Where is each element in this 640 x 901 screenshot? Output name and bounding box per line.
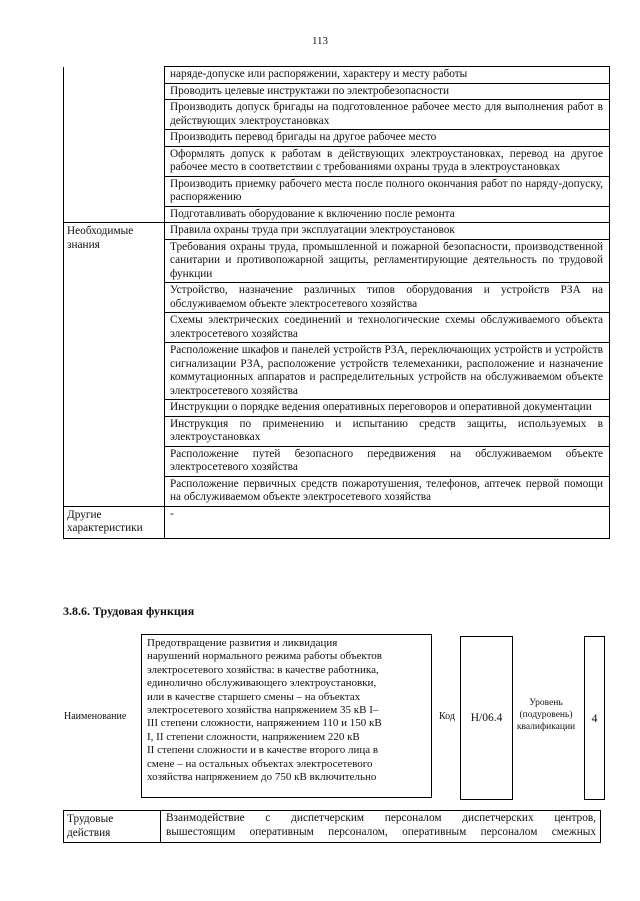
name-label: Наименование bbox=[64, 711, 127, 722]
table-cell: Правила охраны труда при эксплуатации электроустановок bbox=[165, 223, 610, 240]
section-title: 3.8.6. Трудовая функция bbox=[63, 604, 195, 618]
function-name-line: смене – на остальных объектах электросетевого bbox=[147, 757, 373, 770]
competency-table bbox=[63, 66, 610, 539]
code-value-box bbox=[460, 636, 513, 800]
function-name-line: или в качестве старшего смены – на объектах bbox=[147, 690, 361, 703]
table-row bbox=[64, 811, 601, 843]
table-row bbox=[64, 67, 610, 84]
table-cell: Взаимодействие с диспетчерским персоналом диспетчерских центров, вышестоящим оперативным персоналом, оперативным персоналом смежных bbox=[161, 811, 601, 843]
table-row bbox=[64, 100, 610, 130]
table-row bbox=[64, 176, 610, 206]
table-cell: наряде-допуске или распоряжении, характеру и месту работы bbox=[165, 67, 610, 84]
qualification-level-label: Уровень (подуровень) квалификации bbox=[516, 698, 576, 732]
function-name-line: III степени сложности, напряжением 110 и 150 кВ bbox=[147, 717, 382, 730]
table-cell: Производить перевод бригады на другое рабочее место bbox=[165, 130, 610, 147]
function-name-line: хозяйства напряжением до 750 кВ включительно bbox=[147, 771, 377, 784]
knowledge-label: Необходимые знания bbox=[64, 223, 165, 507]
table-row bbox=[64, 223, 610, 240]
table-row bbox=[64, 506, 610, 538]
other-characteristics-value: - bbox=[165, 506, 610, 538]
table-row bbox=[64, 146, 610, 176]
table-row bbox=[64, 206, 610, 223]
qualification-level-value: 4 bbox=[591, 710, 598, 725]
function-name-line: II степени сложности и в качестве второго лица в bbox=[147, 744, 379, 757]
function-name-line: электросетевого хозяйства: в качестве работника, bbox=[147, 663, 379, 676]
function-name-line: нарушений нормального режима работы объектов bbox=[147, 650, 382, 663]
table-cell: Подготавливать оборудование к включению после ремонта bbox=[165, 206, 610, 223]
page-number: 113 bbox=[311, 35, 329, 47]
qualification-level-box bbox=[584, 636, 605, 800]
table-cell: Производить допуск бригады на подготовленное рабочее место для выполнения работ в действующих электроустановках bbox=[165, 100, 610, 130]
table-cell: Устройство, назначение различных типов оборудования и устройств РЗА на обслуживаемом объекте электросетевого хозяйства bbox=[165, 283, 610, 313]
table-cell: Расположение первичных средств пожаротушения, телефонов, аптечек первой помощи на обслуживаемом объекте электросетевого хозяйства bbox=[165, 476, 610, 506]
table-cell: Схемы электрических соединений и технологические схемы обслуживаемого объекта электросетевого хозяйства bbox=[165, 313, 610, 343]
table-row bbox=[64, 130, 610, 147]
table-cell: Производить приемку рабочего места после полного окончания работ по наряду-допуску, распоряжению bbox=[165, 176, 610, 206]
function-name-line: единолично обслуживающего электроустановки, bbox=[147, 677, 377, 690]
table-cell: Требования охраны труда, промышленной и пожарной безопасности, производственной санитарии и противопожарной защиты, регламентирующие деятельность по трудовой функции bbox=[165, 239, 610, 283]
code-label: Код bbox=[439, 711, 455, 722]
code-value: H/06.4 bbox=[470, 712, 503, 724]
other-characteristics-label: Другие характеристики bbox=[64, 506, 165, 538]
table-cell: Проводить целевые инструктажи по электробезопасности bbox=[165, 83, 610, 100]
table-cell: Инструкция по применению и испытанию средств защиты, используемых в электроустановках bbox=[165, 416, 610, 446]
labor-actions-label: Трудовые действия bbox=[64, 811, 161, 843]
function-name-box bbox=[141, 634, 432, 798]
function-name-line: I, II степени сложности, напряжением 220 кВ bbox=[147, 730, 360, 743]
function-name-line: Предотвращение развития и ликвидация bbox=[147, 637, 338, 649]
function-name-line: электросетевого хозяйства напряжением 35 кВ I– bbox=[147, 704, 379, 717]
table-row bbox=[64, 83, 610, 100]
table-cell: Расположение путей безопасного передвижения на обслуживаемом объекте электросетевого хозяйства bbox=[165, 446, 610, 476]
table-cell: Инструкции о порядке ведения оперативных переговоров и оперативной документации bbox=[165, 400, 610, 417]
table-cell: Расположение шкафов и панелей устройств РЗА, переключающих устройств и устройств сигнализации РЗА, расположение устройств телемеханики, расположение и назначение коммутационных аппаратов и распределительных устройств на обслуживаемом объекте электросетевого хозяйства bbox=[165, 343, 610, 400]
labor-actions-table bbox=[63, 810, 601, 843]
table-cell: Оформлять допуск к работам в действующих электроустановках, перевод на другое рабочее место в соответствии с требованиями охраны труда в электроустановках bbox=[165, 146, 610, 176]
